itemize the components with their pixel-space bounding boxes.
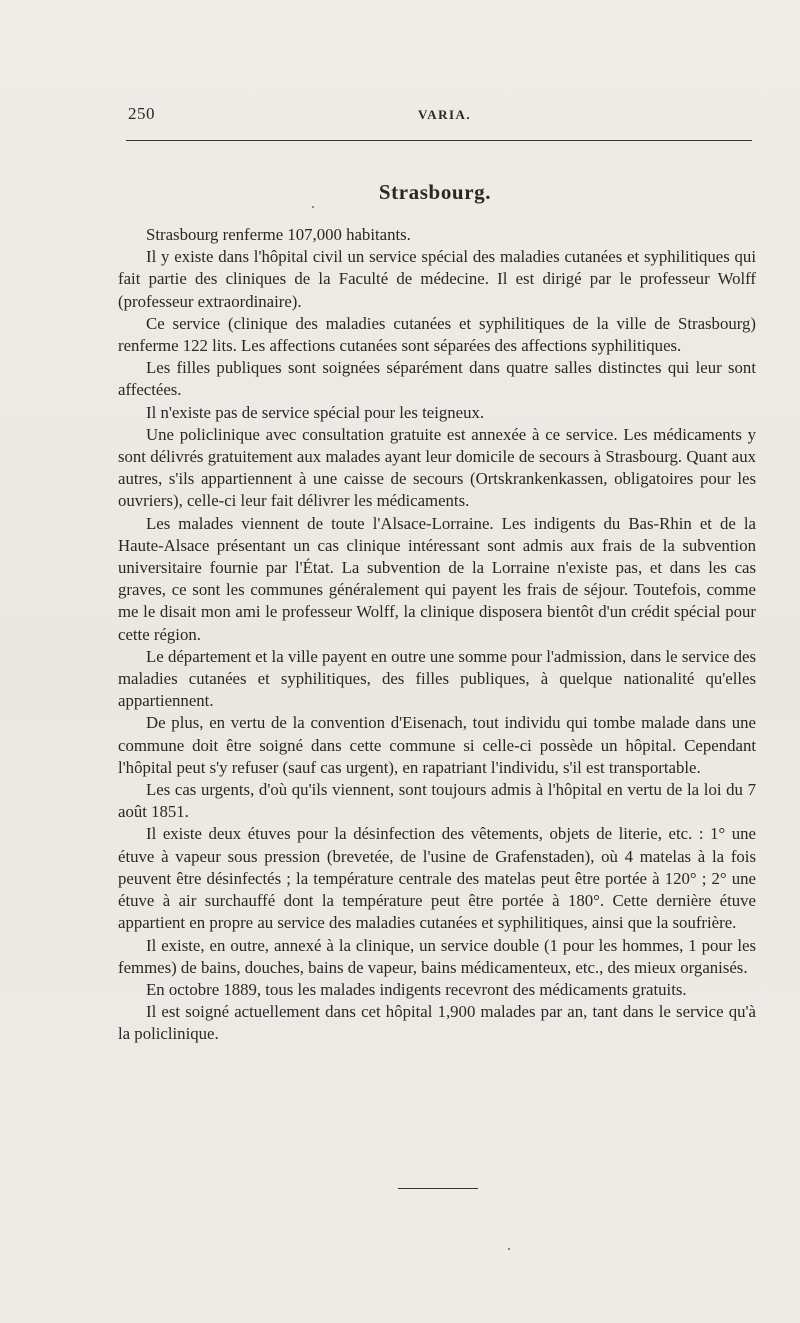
body-text bbox=[118, 224, 756, 1046]
paper-speck bbox=[312, 206, 314, 208]
running-head: VARIA. bbox=[418, 107, 472, 122]
paragraph: Il existe deux étuves pour la désinfection des vêtements, objets de literie, etc. : 1° une étuve à vapeur sous pression (brevetée, de l'usine de Grafenstaden), où 4 matelas à la fois peuvent être désinfectés ; la température centrale des matelas peut être portée à 120° ; 2° une étuve à air surchauffé dont la température peut être portée à 180°. Cette dernière étuve appartient en propre au service des maladies cutanées et syphilitiques, ainsi que la soufrière. bbox=[118, 824, 756, 933]
paragraph: Il n'existe pas de service spécial pour les teigneux. bbox=[146, 402, 485, 422]
paragraph: Strasbourg renferme 107,000 habitants. bbox=[146, 225, 411, 244]
paragraph: De plus, en vertu de la convention d'Eisenach, tout individu qui tombe malade dans une commune doit être soigné dans cette commune si celle-ci possède un hôpital. Cependant l'hôpital peut s'y refuser (sauf cas urgent), en rapatriant l'individu, s'il est transportable. bbox=[118, 713, 756, 777]
paragraph: Il existe, en outre, annexé à la clinique, un service double (1 pour les hommes, 1 pour les femmes) de bains, douches, bains de vapeur, bains médicamenteux, etc., des mieux organisés. bbox=[118, 935, 756, 977]
paragraph: Une policlinique avec consultation gratuite est annexée à ce service. Les médicaments y sont délivrés gratuitement aux malades ayant leur domicile de secours à Strasbourg. Quant aux autres, s'ils appartiennent à une caisse de secours (Ortskrankenkassen, obligatoires pour les ouvriers), celle-ci leur fait délivrer les médicaments. bbox=[118, 424, 756, 511]
paragraph: Ce service (clinique des maladies cutanées et syphilitiques de la ville de Strasbourg) renferme 122 lits. Les affections cutanées sont séparées des affections syphilitiques. bbox=[118, 313, 756, 356]
paragraph: En octobre 1889, tous les malades indigents recevront des médicaments gratuits. bbox=[146, 979, 687, 999]
paragraph: Les filles publiques sont soignées séparément dans quatre salles distinctes qui leur sont affectées. bbox=[118, 358, 756, 400]
end-rule bbox=[398, 1188, 478, 1189]
paragraph: Il est soigné actuellement dans cet hôpital 1,900 malades par an, tant dans le service qu'à la policlinique. bbox=[118, 1002, 756, 1044]
page-header bbox=[128, 104, 752, 128]
section-title: Strasbourg. bbox=[378, 180, 492, 204]
header-rule bbox=[126, 140, 752, 141]
paper-speck bbox=[508, 1248, 510, 1250]
paragraph: Les malades viennent de toute l'Alsace-Lorraine. Les indigents du Bas-Rhin et de la Haute-Alsace présentant un cas clinique intéressant sont admis aux frais de la subvention universitaire fournie par l'État. La subvention de la Lorraine n'existe pas, et dans les cas graves, ce sont les communes généralement qui payent les frais de séjour. Toutefois, comme me le disait mon ami le professeur Wolff, la clinique disposera bientôt d'un crédit spécial pour cette région. bbox=[118, 513, 756, 644]
paragraph: Les cas urgents, d'où qu'ils viennent, sont toujours admis à l'hôpital en vertu de la loi du 7 août 1851. bbox=[118, 780, 756, 822]
paragraph: Le département et la ville payent en outre une somme pour l'admission, dans le service des maladies cutanées et syphilitiques, des filles publiques, à quelque nationalité qu'elles appartiennent. bbox=[118, 646, 756, 711]
paragraph: Il y existe dans l'hôpital civil un service spécial des maladies cutanées et syphilitiques qui fait partie des cliniques de la Faculté de médecine. Il est dirigé par le professeur Wolff (professeur extraordinaire). bbox=[118, 247, 756, 311]
page-number: 250 bbox=[128, 104, 155, 123]
